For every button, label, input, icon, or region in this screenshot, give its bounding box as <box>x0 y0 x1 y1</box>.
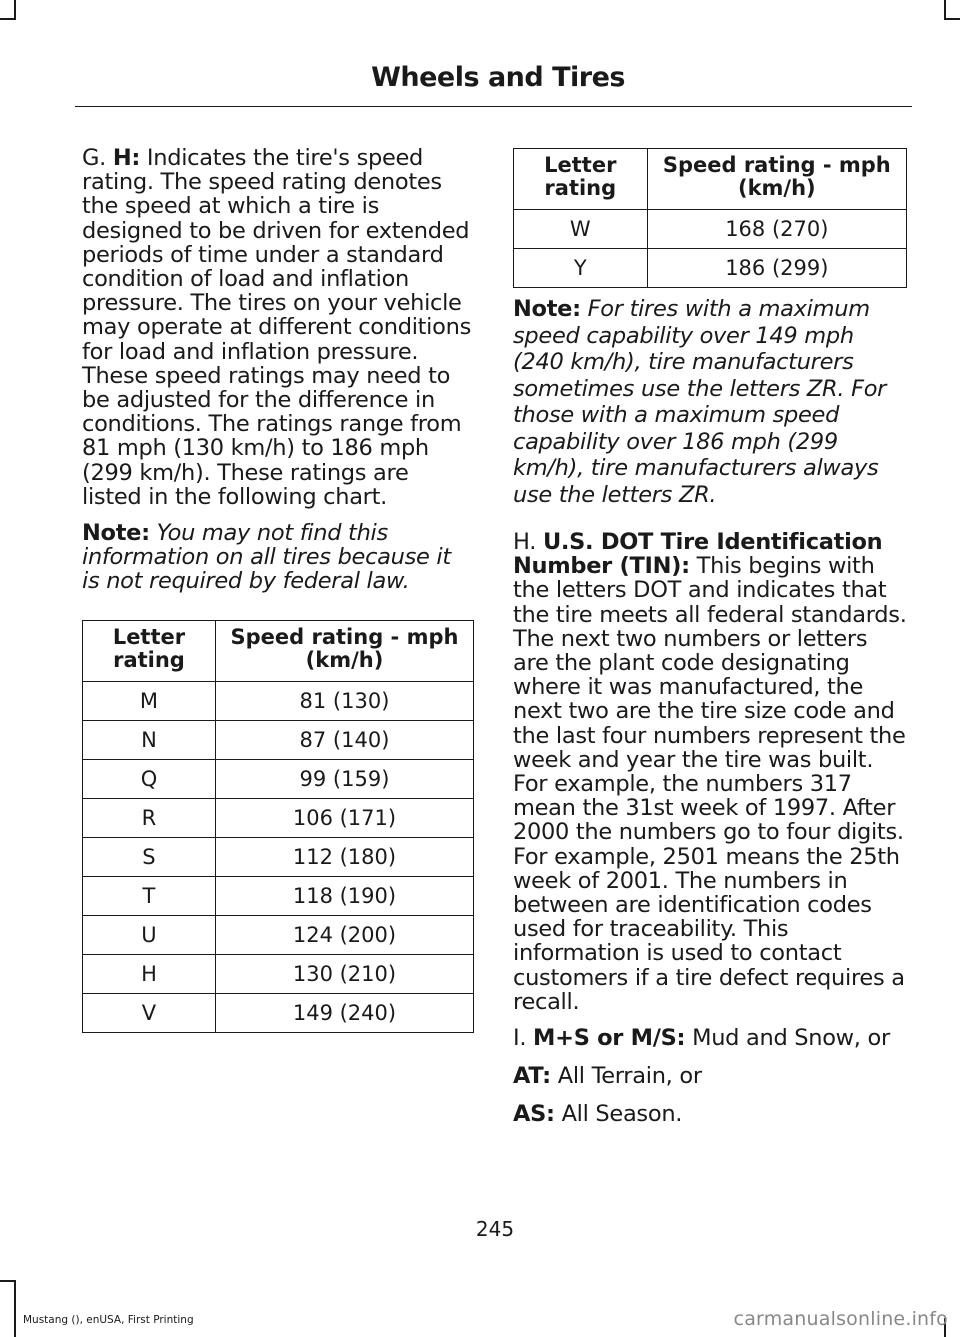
item-letter: G. <box>82 145 113 171</box>
table-row <box>83 876 474 915</box>
speed-rating-table <box>82 620 474 1033</box>
item-letter: H. <box>513 529 543 555</box>
letter-cell: S <box>83 837 216 876</box>
speed-cell: 81 (130) <box>215 681 473 720</box>
letter-cell: Y <box>514 249 648 288</box>
column-header-speed: Speed rating - mph (km/h) <box>215 620 473 681</box>
note-label: Note: <box>82 520 150 547</box>
table-row <box>83 993 474 1032</box>
watermark: carmanualsonline.info <box>733 1308 948 1330</box>
item-text: This begins with the letters DOT and indicates that the tire meets all federal standards. The next two numbers or letters are the plant code designating where it was manufactured, the next two are the tire size code and the last four numbers represent the week and year the tire was built. For example, the numbers 317 mean the 31st week of 1997. After 2000 the numbers go to four digits. For example, 2501 means the 25th week of 2001. The numbers in between are identification codes used for traceability. This information is used to contact customers if a tire defect requires a recall. <box>513 553 907 1015</box>
speed-cell: 112 (180) <box>215 837 473 876</box>
item-text: Mud and Snow, or <box>685 1025 890 1052</box>
item-label: H: <box>112 145 141 171</box>
letter-cell: N <box>83 720 216 759</box>
note-label: Note: <box>513 296 581 322</box>
table-header-row <box>514 149 907 210</box>
speed-cell: 149 (240) <box>215 993 473 1032</box>
all-terrain-paragraph <box>513 1064 907 1088</box>
note-text: You may not find this information on all tires because it is not required by federal law. <box>82 520 451 595</box>
letter-cell: W <box>514 210 648 249</box>
speed-cell: 168 (270) <box>647 210 906 249</box>
item-label: M+S or M/S: <box>533 1025 686 1052</box>
crop-mark <box>944 0 946 18</box>
table-row <box>83 837 474 876</box>
table-row <box>514 249 907 288</box>
letter-cell: Q <box>83 759 216 798</box>
item-text: All Season. <box>554 1101 683 1128</box>
speed-cell: 87 (140) <box>215 720 473 759</box>
note-paragraph <box>82 521 474 594</box>
speed-cell: 124 (200) <box>215 915 473 954</box>
letter-cell: H <box>83 954 216 993</box>
left-column <box>82 146 474 1033</box>
speed-rating-paragraph <box>82 146 474 509</box>
table-row <box>83 915 474 954</box>
column-header-letter: Letter rating <box>83 620 216 681</box>
table-row <box>83 720 474 759</box>
crop-mark <box>944 18 960 20</box>
crop-mark <box>0 18 16 20</box>
table-row <box>514 210 907 249</box>
speed-cell: 130 (210) <box>215 954 473 993</box>
crop-mark <box>0 1280 16 1282</box>
speed-cell: 99 (159) <box>215 759 473 798</box>
item-label: AT: <box>513 1063 551 1090</box>
all-season-paragraph <box>513 1102 907 1126</box>
letter-cell: R <box>83 798 216 837</box>
letter-cell: V <box>83 993 216 1032</box>
edition-footer: Mustang (), enUSA, First Printing <box>23 1314 194 1326</box>
table-row <box>83 798 474 837</box>
speed-cell: 118 (190) <box>215 876 473 915</box>
table-header-row <box>83 620 474 681</box>
item-letter: I. <box>513 1025 534 1052</box>
letter-cell: U <box>83 915 216 954</box>
note-text: For tires with a maximum speed capability over 149 mph (240 km/h), tire manufacturers sometimes use the letters ZR. For those with a maximum speed capability over 186 mph (299 km/h), tire manufacturers always use the letters ZR. <box>513 296 887 508</box>
item-text: Indicates the tire's speed rating. The speed rating denotes the speed at which a tire is designed to be driven for extended periods of time under a standard condition of load and inflation pressure. The tires on your vehicle may operate at different conditions for load and inflation pressure. These speed ratings may need to be adjusted for the difference in conditions. The ratings range from 81 mph (130 km/h) to 186 mph (299 km/h). These ratings are listed in the following chart. <box>82 145 471 510</box>
right-column <box>513 146 907 1139</box>
item-label: AS: <box>513 1101 555 1128</box>
table-row <box>83 759 474 798</box>
item-text: All Terrain, or <box>550 1063 702 1090</box>
column-header-letter: Letter rating <box>514 149 648 210</box>
speed-cell: 186 (299) <box>647 249 906 288</box>
page-title: Wheels and Tires <box>371 62 625 93</box>
speed-cell: 106 (171) <box>215 798 473 837</box>
page-number: 245 <box>475 1217 515 1241</box>
letter-cell: T <box>83 876 216 915</box>
table-row <box>83 681 474 720</box>
speed-rating-table-continued <box>513 148 907 288</box>
mud-snow-paragraph <box>513 1026 907 1050</box>
crop-mark <box>14 0 16 18</box>
letter-cell: M <box>83 681 216 720</box>
item-label: U.S. DOT Tire Identification Number (TIN): <box>513 529 883 580</box>
column-header-speed: Speed rating - mph (km/h) <box>647 149 906 210</box>
zr-note-paragraph <box>513 296 907 508</box>
tin-paragraph <box>513 530 907 1014</box>
crop-mark <box>14 1280 16 1337</box>
header-divider <box>75 106 912 107</box>
table-row <box>83 954 474 993</box>
